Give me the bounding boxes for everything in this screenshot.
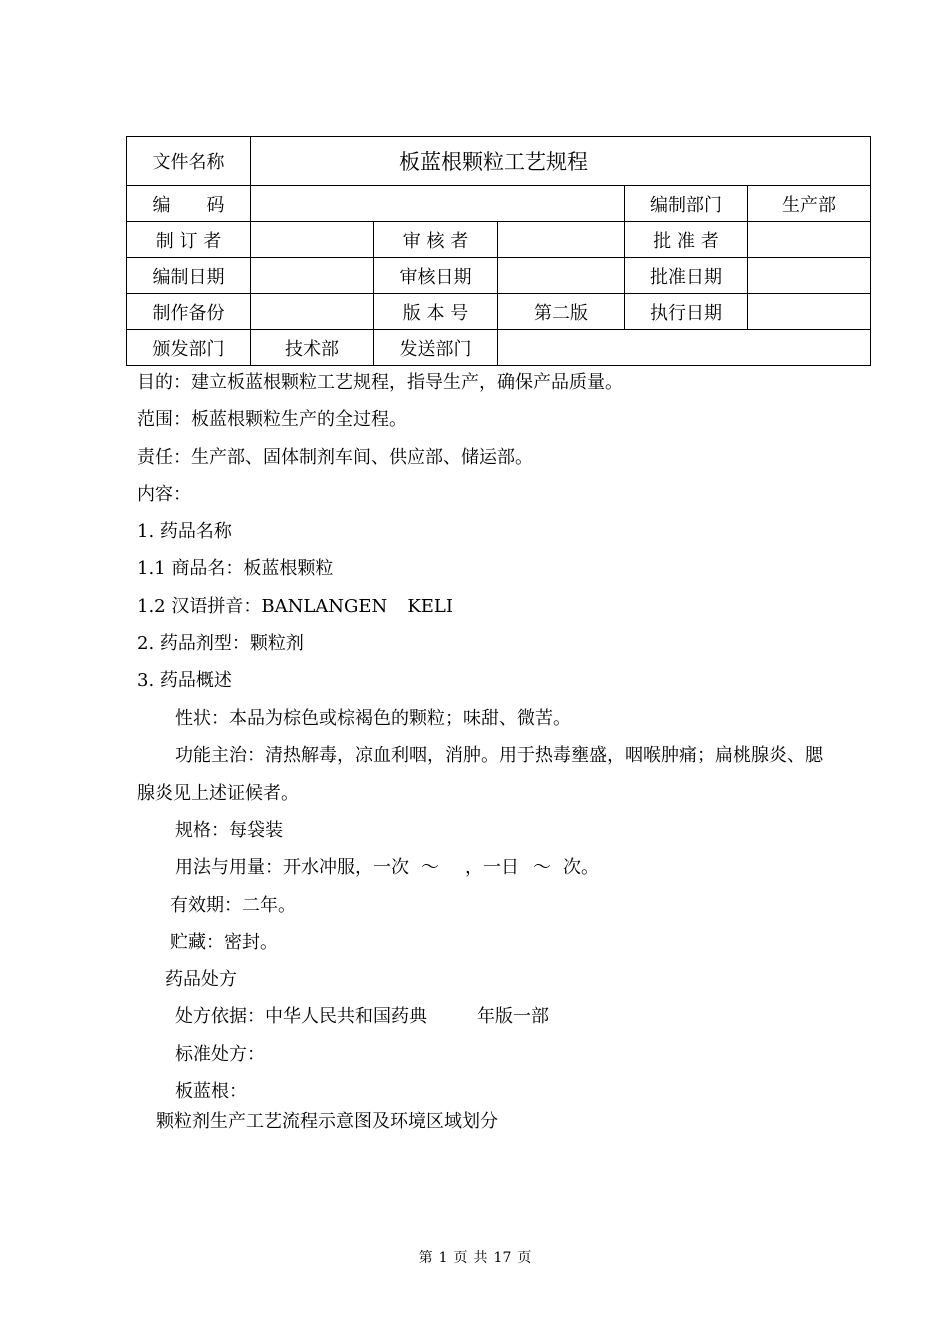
footer-word-ye-2: 页 (517, 1250, 532, 1266)
usage-line (175, 857, 599, 879)
issuing-dept-label: 颁发部门 (127, 330, 251, 366)
basis-text-b: 年版一部 (477, 1006, 549, 1027)
herb-line: 板蓝根： (175, 1081, 247, 1102)
reviewer-label: 审 核 者 (374, 222, 498, 258)
document-header-table (126, 136, 871, 366)
pinyin-word-1: BANLANGEN (261, 596, 388, 617)
approve-date-label: 批准日期 (625, 258, 748, 294)
content-label: 内容： (137, 484, 191, 505)
header-row-code (127, 186, 871, 222)
header-row-title (127, 137, 871, 186)
effective-date-value (748, 294, 871, 330)
scope-line: 范围：板蓝根颗粒生产的全过程。 (137, 409, 407, 430)
header-row-authors (127, 222, 871, 258)
drafter-value (251, 222, 374, 258)
pinyin-label: 1.2 汉语拼音： (137, 596, 262, 617)
footer-word-ye: 页 (453, 1250, 468, 1266)
reviewer-value (498, 222, 625, 258)
section-1-1-line: 1.1 商品名：板蓝根颗粒 (137, 558, 334, 579)
review-date-label: 审核日期 (374, 258, 498, 294)
footer-word-di: 第 (418, 1250, 433, 1266)
approver-value (748, 222, 871, 258)
basis-text-a: 处方依据：中华人民共和国药典 (175, 1006, 427, 1027)
version-label: 版 本 号 (374, 294, 498, 330)
header-row-version (127, 294, 871, 330)
prescription-basis-line (175, 1006, 549, 1028)
flow-chart-title: 颗粒剂生产工艺流程示意图及环境区域划分 (156, 1111, 498, 1132)
storage-line: 贮藏：密封。 (170, 932, 278, 953)
header-row-dates (127, 258, 871, 294)
approver-label: 批 准 者 (625, 222, 748, 258)
page-footer (0, 1249, 950, 1267)
draft-date-label: 编制日期 (127, 258, 251, 294)
footer-page-number: 1 (438, 1250, 448, 1266)
prescription-heading: 药品处方 (165, 969, 237, 990)
backup-label: 制作备份 (127, 294, 251, 330)
usage-tilde-1: ～ (421, 857, 439, 878)
version-value: 第二版 (498, 294, 625, 330)
function-line-2: 腺炎见上述证候者。 (137, 783, 299, 804)
section-1-heading: 1. 药品名称 (137, 521, 232, 542)
approve-date-value (748, 258, 871, 294)
spec-line: 规格：每袋装 (175, 820, 283, 841)
section-2-line: 2. 药品剂型：颗粒剂 (137, 633, 304, 654)
responsibility-line: 责任：生产部、固体制剂车间、供应部、储运部。 (137, 447, 533, 468)
file-name-label: 文件名称 (127, 137, 251, 186)
draft-date-value (251, 258, 374, 294)
recipient-dept-value (498, 330, 871, 366)
code-label: 编 码 (127, 186, 251, 222)
footer-total-pages: 17 (493, 1250, 512, 1266)
character-line: 性状：本品为棕色或棕褐色的颗粒；味甜、微苦。 (175, 708, 571, 729)
usage-text-e: 次。 (563, 857, 599, 878)
drafter-label: 制 订 者 (127, 222, 251, 258)
usage-tilde-2: ～ (533, 857, 551, 878)
purpose-line: 目的：建立板蓝根颗粒工艺规程，指导生产，确保产品质量。 (137, 372, 623, 393)
document-title-text: 板蓝根颗粒工艺规程 (399, 150, 588, 174)
code-value (251, 186, 625, 222)
validity-line: 有效期：二年。 (170, 895, 296, 916)
standard-prescription-line: 标准处方： (175, 1044, 265, 1065)
header-row-distribution (127, 330, 871, 366)
section-3-heading: 3. 药品概述 (137, 670, 232, 691)
dept-label: 编制部门 (625, 186, 748, 222)
dept-value: 生产部 (748, 186, 871, 222)
recipient-dept-label: 发送部门 (374, 330, 498, 366)
usage-text-a: 用法与用量：开水冲服，一次 (175, 857, 409, 878)
backup-value (251, 294, 374, 330)
effective-date-label: 执行日期 (625, 294, 748, 330)
usage-text-c: ，一日 (465, 857, 519, 878)
function-line-1: 功能主治：清热解毒，凉血利咽，消肿。用于热毒壅盛，咽喉肿痛；扁桃腺炎、腮 (175, 745, 823, 766)
issuing-dept-value: 技术部 (251, 330, 374, 366)
footer-word-gong: 共 (473, 1250, 488, 1266)
review-date-value (498, 258, 625, 294)
section-1-2-line (137, 596, 453, 618)
document-title (251, 137, 871, 186)
pinyin-word-2: KELI (407, 596, 453, 617)
